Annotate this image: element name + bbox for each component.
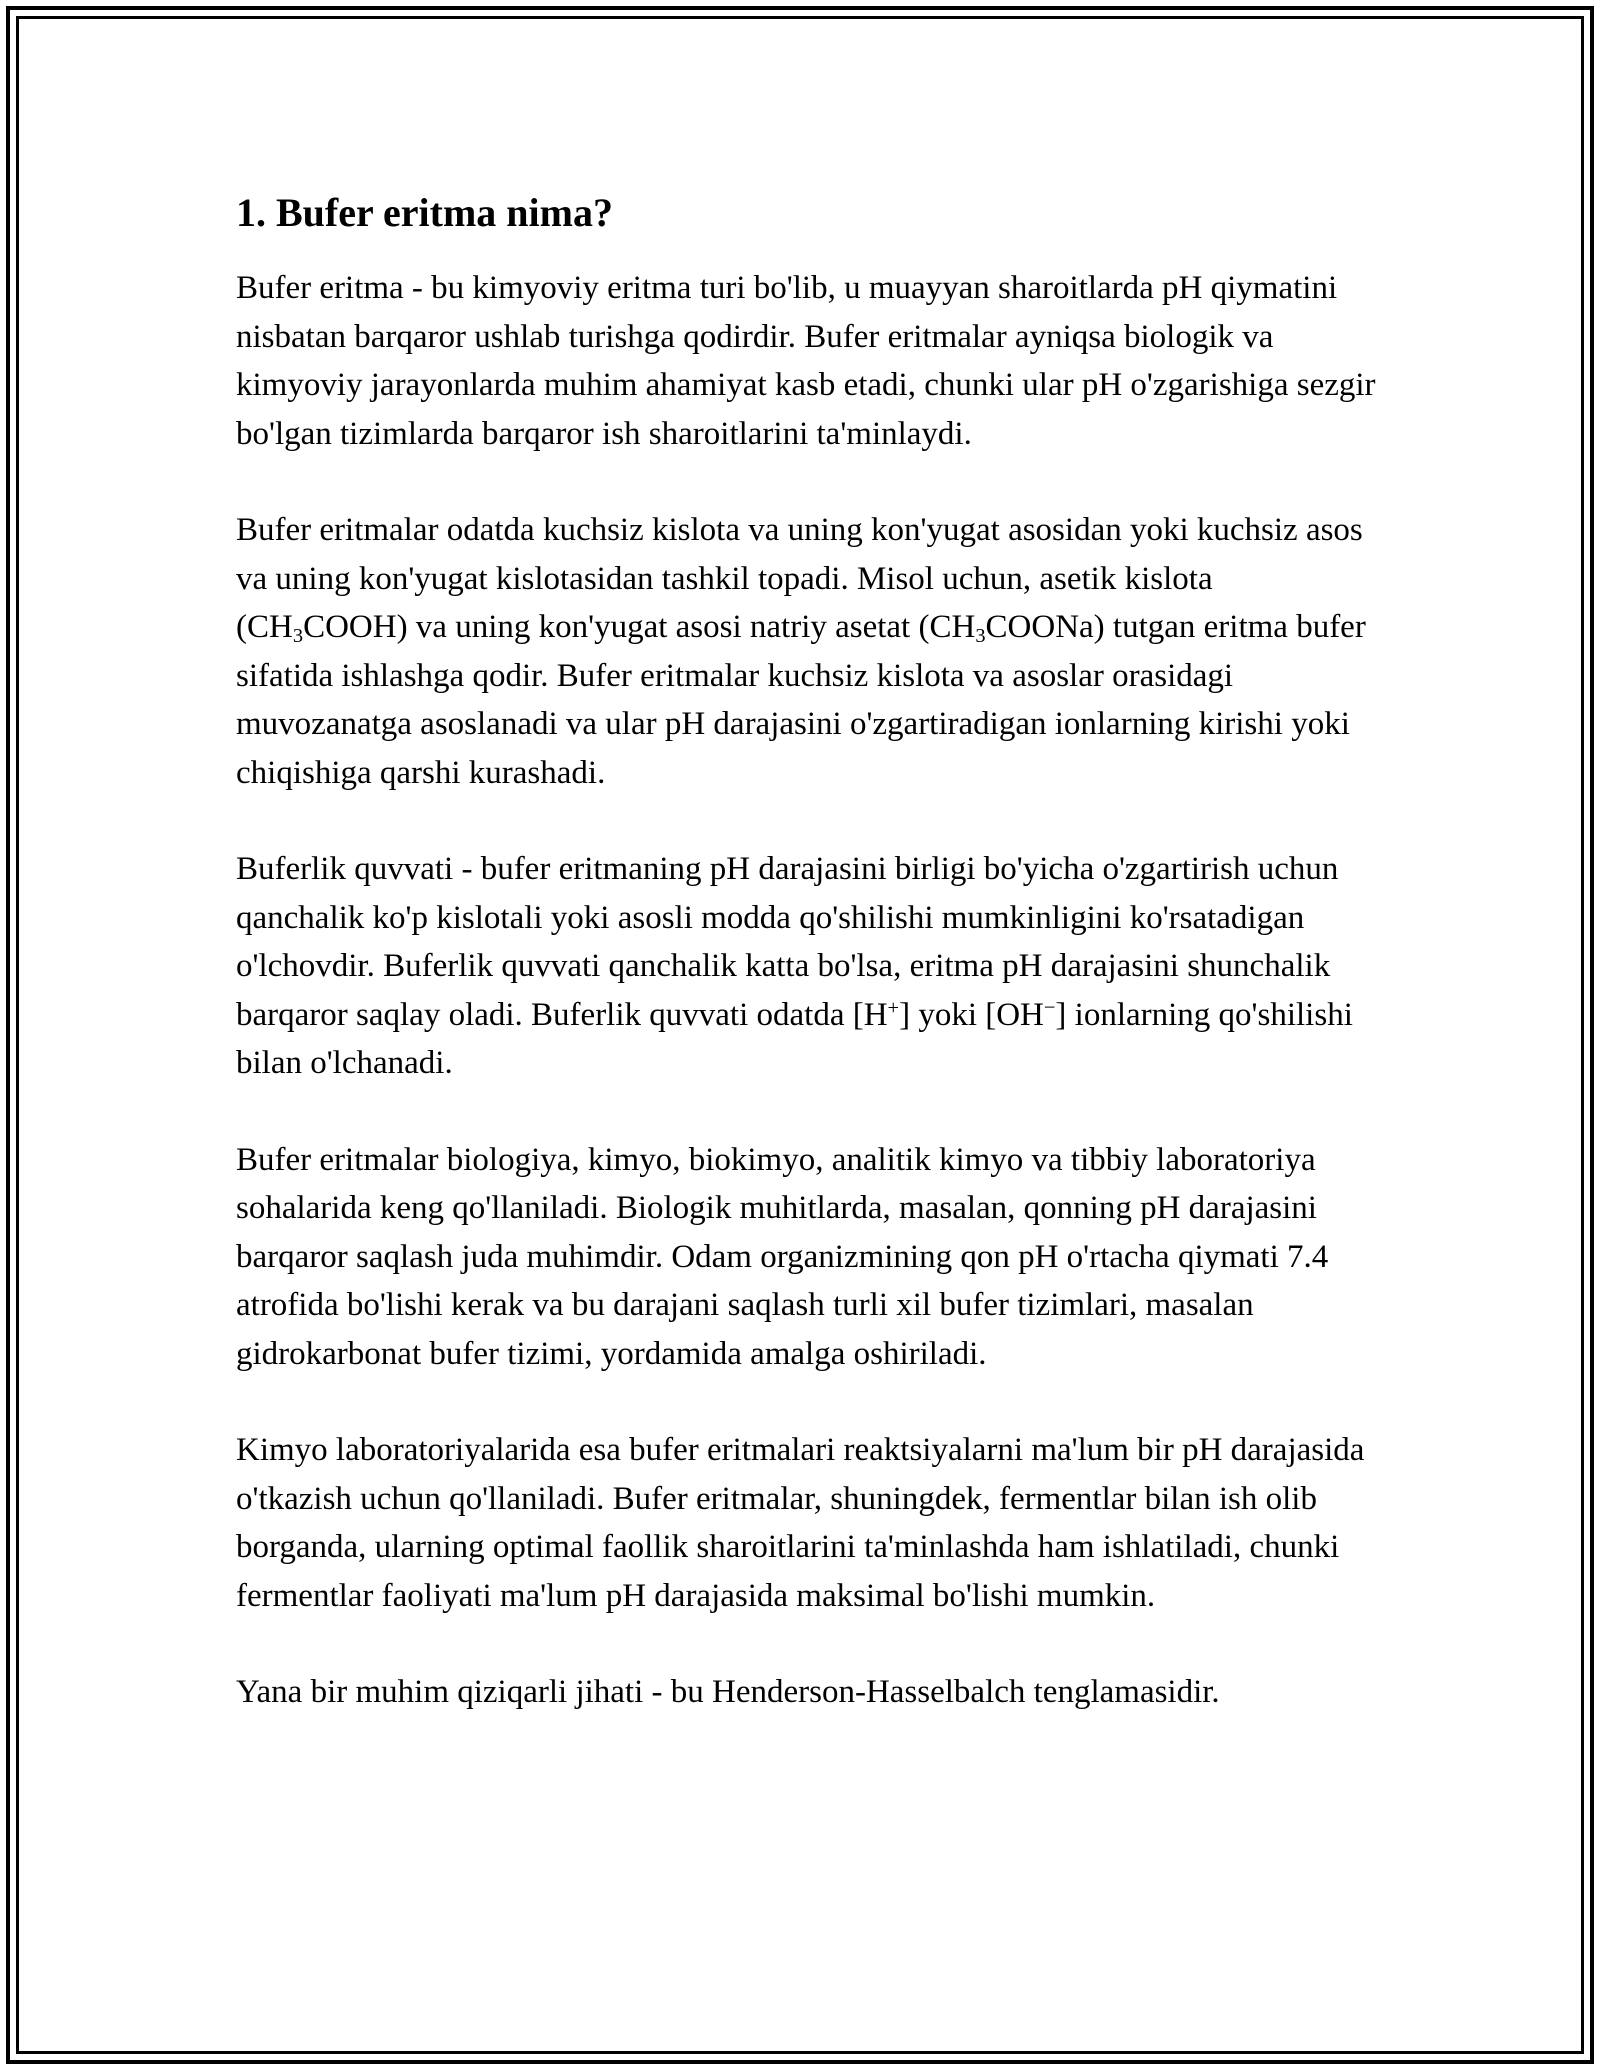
document-body bbox=[236, 184, 1376, 1717]
paragraph-text: ] yoki [OH bbox=[899, 996, 1044, 1033]
paragraph-buffer-definition: Bufer eritma - bu kimyoviy eritma turi bo'lib, u muayyan sharoitlarda pH qiymatini nisbatan barqaror ushlab turishga qodirdir. Bufer eritmalar ayniqsa biologik va kimyoviy jarayonlarda muhim ahamiyat kasb etadi, chunki ular pH o'zgarishiga sezgir bo'lgan tizimlarda barqaror ish sharoitlarini ta'minlaydi. bbox=[236, 270, 1376, 452]
paragraph-text: COONa) tutgan eritma bufer sifatida ishlashga qodir. Bufer eritmalar kuchsiz kislota va asoslar orasidagi muvozanatga asoslanadi va ular pH darajasini o'zgartiradigan ionlarning kirishi yoki chiqishiga qarshi kurashadi. bbox=[236, 609, 1366, 791]
superscript: − bbox=[1043, 996, 1056, 1019]
paragraph-laboratory-use: Kimyo laboratoriyalarida esa bufer eritmalari reaktsiyalarni ma'lum bir pH darajasida o'tkazish uchun qo'llaniladi. Bufer eritmalar, shuningdek, fermentlar bilan ish olib borganda, ularning optimal faollik sharoitlarini ta'minlashda ham ishlatiladi, chunki fermentlar faoliyati ma'lum pH darajasida maksimal bo'lishi mumkin. bbox=[236, 1432, 1365, 1614]
paragraph-buffer-capacity bbox=[236, 845, 1376, 1088]
superscript: + bbox=[887, 996, 900, 1019]
paragraph-text: Bufer eritmalar odatda kuchsiz kislota va uning kon'yugat asosidan yoki kuchsiz asos va uning kon'yugat kislotasidan tashkil topadi. Misol uchun, asetik kislota (CH bbox=[236, 512, 1363, 645]
paragraph-text: Buferlik quvvati - bufer eritmaning pH darajasini birligi bo'yicha o'zgartirish uchun qanchalik ko'p kislotali yoki asosli modda qo'shilishi mumkinligini ko'rsatadigan o'lchovdir. Buferlik quvvati qanchalik katta bo'lsa, eritma pH darajasini shunchalik barqaror saqlay oladi. Buferlik quvvati odatda [H bbox=[236, 851, 1339, 1033]
subscript: 3 bbox=[975, 625, 986, 648]
subscript: 3 bbox=[292, 625, 304, 648]
paragraph-henderson-hasselbalch: Yana bir muhim qiziqarli jihati - bu Henderson-Hasselbalch tenglamasidir. bbox=[236, 1674, 1220, 1710]
paragraph-text: ] ionlarning qo'shilishi bilan o'lchanadi. bbox=[236, 996, 1353, 1081]
paragraph-buffer-applications: Bufer eritmalar biologiya, kimyo, biokimyo, analitik kimyo va tibbiy laboratoriya sohalarida keng qo'llaniladi. Biologik muhitlarda, masalan, qonning pH darajasini barqaror saqlash juda muhimdir. Odam organizmining qon pH o'rtacha qiymati 7.4 atrofida bo'lishi kerak va bu darajani saqlash turli xil bufer tizimlari, masalan gidrokarbonat bufer tizimi, yordamida amalga oshiriladi. bbox=[236, 1141, 1329, 1372]
paragraph-buffer-composition bbox=[236, 506, 1376, 797]
section-heading: 1. Bufer eritma nima? bbox=[236, 190, 613, 235]
paragraph-text: COOH) va uning kon'yugat asosi natriy asetat (CH bbox=[303, 609, 976, 645]
